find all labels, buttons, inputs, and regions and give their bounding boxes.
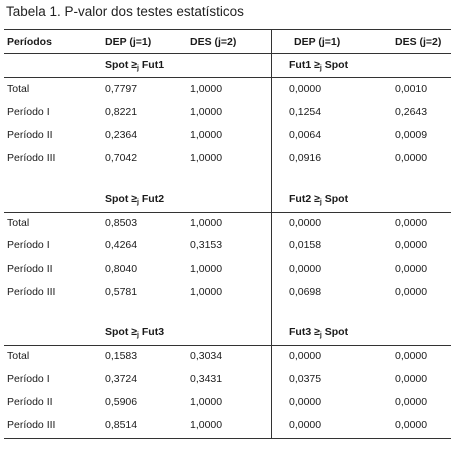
subscript-j: j bbox=[137, 199, 139, 206]
section-3-left-label bbox=[105, 326, 164, 342]
row-period: Total bbox=[7, 83, 30, 95]
row-dep-left: 0,2364 bbox=[105, 129, 138, 141]
subscript-j: j bbox=[137, 65, 139, 72]
section-3-right-b: Spot bbox=[324, 326, 349, 338]
row-dep-left: 0,8221 bbox=[105, 106, 138, 118]
row-des-right: 0,0009 bbox=[395, 129, 428, 141]
row-dep-left: 0,1583 bbox=[105, 350, 138, 362]
row-des-right: 0,0000 bbox=[395, 263, 428, 275]
section-2-right-label bbox=[289, 193, 348, 209]
section-2-left-a: Spot bbox=[105, 193, 129, 205]
geq-symbol: ≥ bbox=[131, 193, 138, 205]
row-des-right: 0,0000 bbox=[395, 396, 428, 408]
row-des-left: 0,3034 bbox=[190, 350, 223, 362]
section-3-left-a: Spot bbox=[105, 326, 129, 338]
row-des-right: 0,0000 bbox=[395, 373, 428, 385]
row-period: Período II bbox=[7, 396, 53, 408]
row-dep-right: 0,0916 bbox=[289, 152, 322, 164]
row-des-left: 1,0000 bbox=[190, 263, 223, 275]
section-1-right-label bbox=[289, 59, 348, 75]
geq-symbol: ≥ bbox=[131, 326, 138, 338]
row-des-left: 1,0000 bbox=[190, 152, 223, 164]
row-period: Período III bbox=[7, 419, 56, 431]
header-dep-left: DEP (j=1) bbox=[105, 36, 152, 48]
row-period: Período II bbox=[7, 129, 53, 141]
row-dep-left: 0,3724 bbox=[105, 373, 138, 385]
row-des-right: 0,0000 bbox=[395, 350, 428, 362]
row-des-left: 1,0000 bbox=[190, 286, 223, 298]
section-2-right-a: Fut2 bbox=[289, 193, 312, 205]
header-des-left: DES (j=2) bbox=[190, 36, 237, 48]
geq-symbol: ≥ bbox=[131, 59, 138, 71]
section-1-left-label bbox=[105, 59, 164, 75]
row-dep-right: 0,0000 bbox=[289, 83, 322, 95]
row-des-left: 1,0000 bbox=[190, 396, 223, 408]
row-period: Período III bbox=[7, 286, 56, 298]
header-period: Períodos bbox=[7, 36, 52, 48]
row-des-left: 1,0000 bbox=[190, 83, 223, 95]
row-dep-left: 0,5906 bbox=[105, 396, 138, 408]
row-des-left: 0,3431 bbox=[190, 373, 223, 385]
header-des-right: DES (j=2) bbox=[395, 36, 442, 48]
row-dep-left: 0,4264 bbox=[105, 239, 138, 251]
row-dep-right: 0,0000 bbox=[289, 350, 322, 362]
row-dep-left: 0,7797 bbox=[105, 83, 138, 95]
subscript-j: j bbox=[319, 199, 322, 206]
section-1-left-b: Fut1 bbox=[141, 59, 165, 71]
section-2-right-b: Spot bbox=[324, 193, 349, 205]
row-des-right: 0,0000 bbox=[395, 419, 428, 431]
row-des-left: 1,0000 bbox=[190, 129, 223, 141]
geq-symbol: ≥ bbox=[314, 326, 320, 338]
row-dep-left: 0,5781 bbox=[105, 286, 138, 298]
subscript-j: j bbox=[137, 332, 139, 339]
row-des-right: 0,0000 bbox=[395, 286, 428, 298]
table-top-rule bbox=[4, 29, 451, 30]
row-dep-left: 0,8040 bbox=[105, 263, 138, 275]
row-period: Período I bbox=[7, 373, 50, 385]
header-dep-right: DEP (j=1) bbox=[294, 36, 341, 48]
row-des-left: 1,0000 bbox=[190, 106, 223, 118]
subscript-j: j bbox=[319, 332, 322, 339]
section-1-right-b: Spot bbox=[324, 59, 349, 71]
section-1-rule bbox=[4, 77, 451, 78]
row-dep-right: 0,0000 bbox=[289, 419, 322, 431]
row-dep-right: 0,1254 bbox=[289, 106, 322, 118]
section-3-left-b: Fut3 bbox=[141, 326, 165, 338]
section-3-right-label bbox=[289, 326, 348, 342]
row-des-left: 1,0000 bbox=[190, 419, 223, 431]
header-bottom-rule bbox=[4, 53, 451, 54]
row-dep-left: 0,8503 bbox=[105, 217, 138, 229]
row-dep-right: 0,0158 bbox=[289, 239, 322, 251]
section-2-rule bbox=[4, 212, 451, 213]
section-1-left-a: Spot bbox=[105, 59, 129, 71]
row-period: Período II bbox=[7, 263, 53, 275]
row-period: Período III bbox=[7, 152, 56, 164]
row-des-left: 0,3153 bbox=[190, 239, 223, 251]
geq-symbol: ≥ bbox=[314, 193, 320, 205]
row-des-right: 0,0000 bbox=[395, 217, 428, 229]
row-dep-right: 0,0000 bbox=[289, 217, 322, 229]
row-period: Total bbox=[7, 217, 30, 229]
table-bottom-rule bbox=[4, 438, 451, 439]
row-period: Período I bbox=[7, 239, 50, 251]
section-3-right-a: Fut3 bbox=[289, 326, 312, 338]
row-dep-left: 0,8514 bbox=[105, 419, 138, 431]
row-des-right: 0,2643 bbox=[395, 106, 428, 118]
section-3-rule bbox=[4, 345, 451, 346]
section-2-left-label bbox=[105, 193, 164, 209]
section-1-right-a: Fut1 bbox=[289, 59, 312, 71]
section-2-left-b: Fut2 bbox=[141, 193, 165, 205]
row-dep-left: 0,7042 bbox=[105, 152, 138, 164]
row-dep-right: 0,0000 bbox=[289, 396, 322, 408]
row-des-right: 0,0000 bbox=[395, 152, 428, 164]
row-period: Período I bbox=[7, 106, 50, 118]
row-dep-right: 0,0064 bbox=[289, 129, 322, 141]
row-des-left: 1,0000 bbox=[190, 217, 223, 229]
subscript-j: j bbox=[319, 65, 322, 72]
column-divider bbox=[271, 29, 272, 439]
row-dep-right: 0,0698 bbox=[289, 286, 322, 298]
row-dep-right: 0,0000 bbox=[289, 263, 322, 275]
row-period: Total bbox=[7, 350, 30, 362]
table-caption: Tabela 1. P-valor dos testes estatísticos bbox=[6, 4, 244, 19]
row-des-right: 0,0000 bbox=[395, 239, 428, 251]
row-dep-right: 0,0375 bbox=[289, 373, 322, 385]
geq-symbol: ≥ bbox=[314, 59, 320, 71]
row-des-right: 0,0010 bbox=[395, 83, 428, 95]
